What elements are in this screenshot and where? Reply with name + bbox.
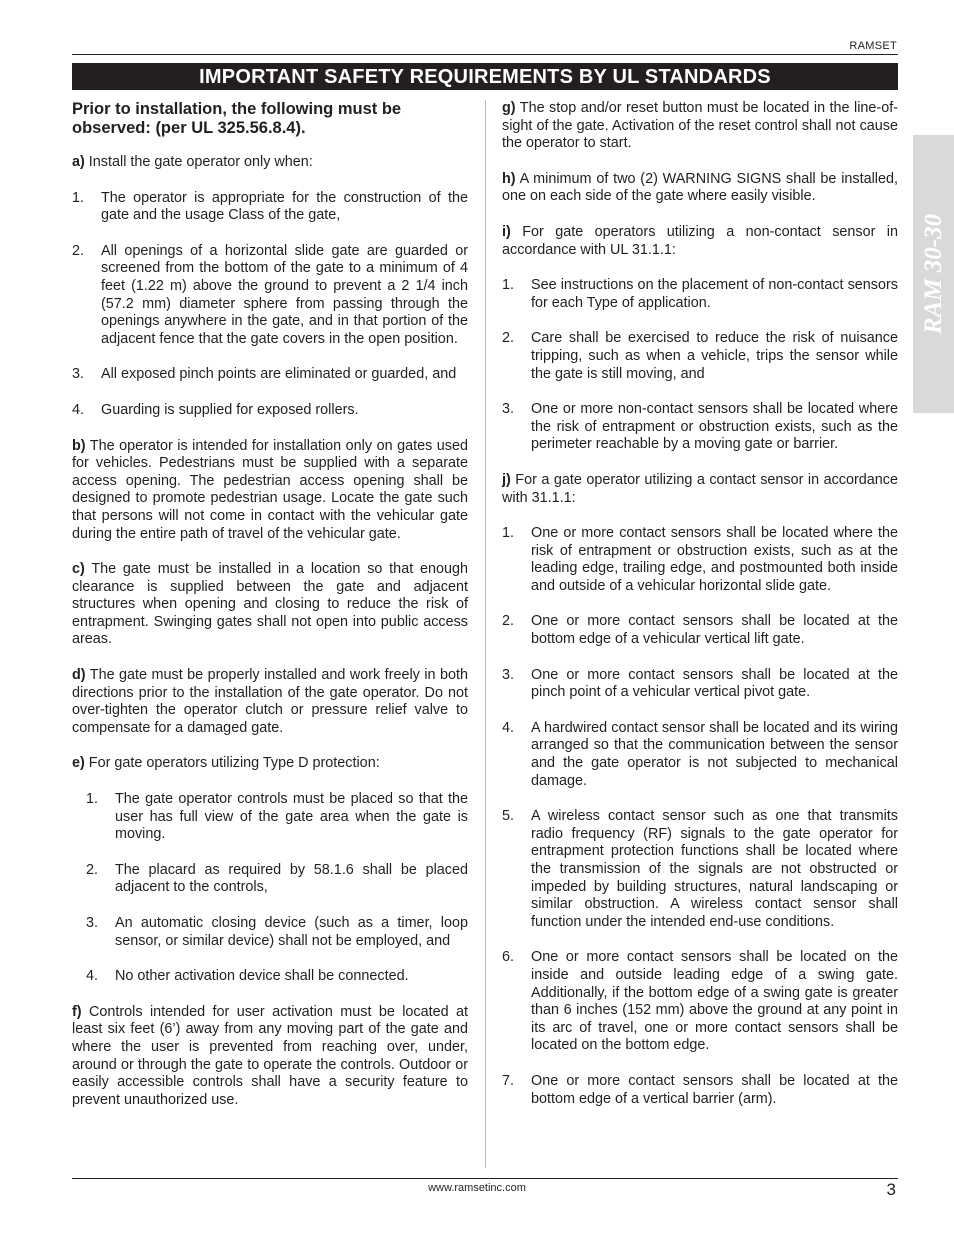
side-tab (913, 135, 954, 413)
clause-label: j) (502, 471, 511, 488)
list-item (72, 791, 468, 844)
clause-b (72, 438, 468, 544)
list-item (72, 968, 468, 986)
clause-label: g) (502, 100, 516, 116)
clause-c (72, 561, 468, 649)
list-text: A hardwired contact sensor shall be located and its wiring arranged so that the communication between the sensor and the gate operator is not subjected to mechanical damage. (531, 719, 898, 789)
clause-label: i) (502, 223, 511, 240)
list-text: The operator is appropriate for the construction of the gate and the usage Class of the gate, (101, 189, 468, 224)
list-item (72, 243, 468, 349)
list-item (502, 949, 898, 1055)
side-tab-label: RAM 30-30 (919, 213, 947, 335)
list-text: One or more contact sensors shall be located at the bottom edge of a vehicular vertical lift gate. (531, 613, 898, 648)
clause-text: Install the gate operator only when: (84, 154, 313, 170)
list-text: No other activation device shall be connected. (115, 968, 409, 985)
page-title: IMPORTANT SAFETY REQUIREMENTS BY UL STANDARDS (72, 63, 898, 90)
list-number: 2. (72, 242, 85, 259)
clause-text: The gate must be properly installed and work freely in both directions prior to the installation of the gate operator. Do not over-tighten the operator clutch or pressure relief valve to compensate for a damaged gate. (72, 667, 468, 736)
list-number: 3. (72, 366, 85, 383)
list-text: Care shall be exercised to reduce the risk of nuisance tripping, such as when a vehicle, trips the sensor while the gate is still moving, and (531, 330, 898, 382)
clause-text: For gate operators utilizing a non-contact sensor in accordance with UL 31.1.1: (502, 223, 898, 258)
clause-text: A minimum of two (2) WARNING SIGNS shall be installed, one on each side of the gate where easily visible. (502, 170, 898, 205)
list-text: Guarding is supplied for exposed rollers. (101, 401, 359, 418)
clause-label: a) (72, 154, 85, 170)
list-item (502, 401, 898, 454)
list-number: 5. (502, 808, 515, 825)
list-item (502, 525, 898, 595)
clause-a (72, 154, 468, 172)
list-text: The gate operator controls must be placed so that the user has full view of the gate area when the gate is moving. (115, 791, 468, 843)
clause-h (502, 171, 898, 206)
clause-label: e) (72, 755, 85, 772)
list-number: 2. (502, 330, 515, 347)
list-item (502, 613, 898, 648)
list-item (502, 330, 898, 383)
clause-text: The operator is intended for installation only on gates used for vehicles. Pedestrians must be supplied with a separate access opening. The pedestrian access opening shall be designed to promote pedestrian usage. Locate the gate such that persons will not come in contact with the vehicular gate during the entire path of travel of the vehicular gate. (72, 437, 468, 542)
list-item (72, 366, 468, 384)
list-number: 1. (502, 277, 515, 294)
clause-label: b) (72, 437, 86, 454)
clause-i-list (502, 277, 898, 454)
list-text: One or more contact sensors shall be located at the bottom edge of a vertical barrier (arm). (531, 1072, 898, 1107)
list-number: 4. (72, 401, 85, 418)
column-divider (485, 100, 486, 1168)
list-item (502, 1073, 898, 1108)
list-number: 2. (502, 613, 515, 630)
list-number: 1. (86, 791, 99, 808)
list-text: One or more contact sensors shall be located at the pinch point of a vehicular vertical pivot gate. (531, 666, 898, 701)
list-number: 3. (502, 666, 515, 683)
clause-label: f) (72, 1003, 82, 1020)
list-item (72, 190, 468, 225)
list-text: One or more contact sensors shall be located on the inside and outside leading edge of a swing gate. Additionally, if the bottom edge of a swing gate is greater than 6 inches (152 mm) above the ground at any point in its arc of travel, one or more contact sensors shall be located on the bottom edge. (531, 949, 898, 1054)
footer-url[interactable]: www.ramsetinc.com (428, 1182, 526, 1194)
list-number: 4. (502, 719, 515, 736)
right-column (502, 100, 898, 1126)
left-column (72, 100, 468, 1127)
list-item (502, 720, 898, 790)
list-text: The placard as required by 58.1.6 shall be placed adjacent to the controls, (115, 861, 468, 896)
header-rule (72, 54, 898, 55)
list-item (72, 862, 468, 897)
list-item (72, 915, 468, 950)
clause-label: d) (72, 667, 86, 684)
list-number: 6. (502, 949, 515, 966)
list-text: All exposed pinch points are eliminated or guarded, and (101, 366, 457, 383)
list-text: All openings of a horizontal slide gate are guarded or screened from the bottom of the gate to a minimum of 4 feet (1.22 m) above the ground to prevent a 2 1/4 inch (57.2 mm) diameter sphere from passing through the openings anywhere in the gate, and in that portion of the adjacent fence that the gate covers in the open position. (101, 242, 468, 347)
list-number: 7. (502, 1072, 515, 1089)
list-text: A wireless contact sensor such as one that transmits radio frequency (RF) signals to the gate operator for entrapment protection functions shall be located where the transmission of the signals are not obstructed or impeded by building structures, natural landscaping or similar obstruction. A wireless contact sensor shall function under the intended end-use conditions. (531, 808, 898, 930)
clause-a-list (72, 190, 468, 420)
clause-text: The stop and/or reset button must be located in the line-of-sight of the gate. Activation of the reset control shall not cause the operator to start. (502, 100, 898, 152)
list-text: One or more non-contact sensors shall be located where the risk of entrapment or obstruction exists, such as the perimeter reachable by a moving gate or barrier. (531, 401, 898, 453)
clause-i (502, 224, 898, 259)
clause-text: For a gate operator utilizing a contact sensor in accordance with 31.1.1: (502, 471, 898, 506)
list-number: 1. (72, 189, 85, 206)
clause-j (502, 472, 898, 507)
list-text: One or more contact sensors shall be located where the risk of entrapment or obstruction exists, such as at the leading edge, trailing edge, and postmounted both inside and outside of a vehicular horizontal slide gate. (531, 525, 898, 594)
list-item (502, 277, 898, 312)
list-text: An automatic closing device (such as a timer, loop sensor, or similar device) shall not be employed, and (115, 915, 468, 949)
clause-text: For gate operators utilizing Type D protection: (84, 755, 380, 772)
list-item (72, 402, 468, 420)
page-number: 3 (886, 1180, 896, 1199)
clause-label: c) (72, 561, 85, 578)
clause-text: The gate must be installed in a location so that enough clearance is supplied between the gate and adjacent structures when opening and closing to reduce the risk of entrapment. Swinging gates shall not open into public access areas. (72, 561, 468, 648)
list-number: 4. (86, 968, 99, 985)
clause-e-list (72, 791, 468, 986)
clause-text: Controls intended for user activation must be located at least six feet (6’) away from any moving part of the gate and where the user is prevented from reaching over, under, around or through the gate to operate the controls. Outdoor or easily accessible controls shall have a security feature to prevent unauthorized use. (72, 1003, 468, 1108)
section-heading: Prior to installation, the following must be observed: (per UL 325.56.8.4). (72, 100, 402, 137)
footer-rule (72, 1178, 898, 1179)
clause-d (72, 667, 468, 737)
clause-g (502, 100, 898, 153)
list-number: 1. (502, 525, 515, 542)
clause-e (72, 755, 468, 773)
list-number: 2. (86, 861, 99, 878)
clause-j-list (502, 525, 898, 1108)
list-text: See instructions on the placement of non-contact sensors for each Type of application. (531, 277, 898, 311)
brand-name: RAMSET (849, 40, 897, 52)
clause-label: h) (502, 170, 516, 187)
list-item (502, 808, 898, 931)
list-number: 3. (86, 915, 99, 931)
clause-f (72, 1004, 468, 1110)
list-number: 3. (502, 401, 515, 418)
list-item (502, 667, 898, 702)
